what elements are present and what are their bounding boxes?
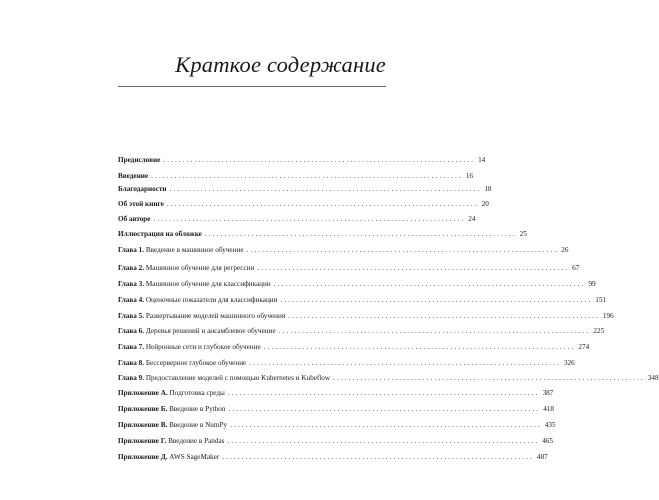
- toc-entry: [118, 154, 486, 166]
- toc-entry-title: Деревья решений и ансамблевое обучение: [145, 327, 276, 335]
- dot-leader: ................................................................................: [230, 421, 542, 429]
- toc-entry-page-number: 487: [536, 453, 548, 461]
- toc-entry-title: AWS SageMaker: [169, 453, 220, 461]
- toc-entry-title: Развертывание моделей машинного обучения: [145, 312, 286, 320]
- toc-entry-prefix: Глава 1.: [118, 246, 145, 254]
- toc-entry-prefix: Глава 3.: [118, 280, 145, 288]
- toc-entry-prefix: Глава 2.: [118, 264, 145, 272]
- toc-entry-prefix: Об авторе: [118, 215, 151, 223]
- toc-entry-label: [118, 228, 203, 240]
- dot-leader: ................................................................................: [166, 200, 479, 208]
- dot-leader: ................................................................................: [278, 327, 591, 335]
- toc-entry-label: [118, 403, 226, 415]
- toc-entry-label: [118, 387, 226, 399]
- dot-leader: ................................................................................: [163, 156, 476, 164]
- toc-entry: [118, 435, 553, 447]
- toc-entry-page-number: 25: [519, 230, 527, 238]
- toc-entry: [118, 403, 554, 415]
- toc-entry-label: [118, 310, 286, 322]
- toc-entry-page-number: 225: [593, 327, 605, 335]
- toc-entry-label: [118, 170, 149, 182]
- dot-leader: ................................................................................: [333, 374, 645, 382]
- toc-entry-label: [118, 294, 279, 306]
- toc-entry-prefix: Глава 6.: [118, 327, 145, 335]
- toc-entry-title: Введение в NumPy: [169, 421, 228, 429]
- toc-entry: [118, 228, 527, 240]
- dot-leader: ................................................................................: [227, 389, 540, 397]
- toc-entry: [118, 183, 492, 195]
- toc-entry-label: [118, 244, 245, 256]
- toc-entry-prefix: Глава 7.: [118, 343, 145, 351]
- toc-entry: [118, 372, 659, 384]
- toc-entry-label: [118, 451, 220, 463]
- toc-entry-page-number: 20: [481, 200, 489, 208]
- toc-entry: [118, 357, 575, 369]
- toc-entry-label: [118, 278, 272, 290]
- toc-entry-title: Машинное обучение для регрессии: [145, 264, 255, 272]
- toc-entry-page-number: 387: [542, 389, 554, 397]
- toc-entry-title: Предоставление моделей с помощью Kubernetes и Kubeflow: [145, 374, 331, 382]
- toc-entry: [118, 244, 569, 256]
- toc-entry-prefix: Предисловие: [118, 156, 161, 164]
- toc-entry-prefix: Глава 5.: [118, 312, 145, 320]
- toc-entry-page-number: 14: [478, 156, 486, 164]
- dot-leader: ................................................................................: [204, 230, 517, 238]
- toc-entry-title: Подготовка среды: [169, 389, 225, 397]
- toc-entry-prefix: Глава 8.: [118, 359, 145, 367]
- toc-entry-page-number: 196: [602, 312, 614, 320]
- toc-entry-page-number: 67: [572, 264, 580, 272]
- toc-entry: [118, 451, 548, 463]
- toc-entry-label: [118, 154, 161, 166]
- toc-entry-label: [118, 357, 247, 369]
- toc-entry-page-number: 16: [465, 172, 474, 180]
- toc-entry-prefix: Приложение Г.: [118, 437, 167, 445]
- toc-entry-page-number: 326: [563, 359, 575, 367]
- toc-entry-label: [118, 198, 165, 210]
- toc-entry-label: [118, 372, 331, 384]
- toc-entry: [118, 262, 580, 274]
- toc-entry-prefix: Об этой книге: [118, 200, 164, 208]
- toc-entry-title: Введение в машинное обучение: [145, 246, 244, 254]
- dot-leader: ................................................................................: [169, 185, 482, 193]
- toc-entry-prefix: Приложение Б.: [118, 405, 168, 413]
- toc-entry-page-number: 26: [561, 246, 569, 254]
- toc-entry: [118, 294, 607, 306]
- dot-leader: ................................................................................: [153, 215, 466, 223]
- page-title: Краткое содержание: [175, 52, 386, 77]
- toc-entry-prefix: Благодарности: [118, 185, 167, 193]
- toc-entry-label: [118, 435, 225, 447]
- toc-entry-page-number: 418: [543, 405, 554, 413]
- toc-entry-title: Введение в Pandas: [168, 437, 225, 445]
- toc-entry: [118, 278, 596, 290]
- dot-leader: ................................................................................: [222, 453, 534, 461]
- toc-entry: [118, 387, 554, 399]
- toc-entry-label: [118, 213, 152, 225]
- toc-entry-prefix: Приложение Д.: [118, 453, 168, 461]
- toc-entry: [118, 310, 614, 322]
- toc-entry: [118, 419, 556, 431]
- toc-entry-prefix: Приложение В.: [118, 421, 168, 429]
- toc-entry: [118, 341, 590, 353]
- toc-entry-prefix: Приложение А.: [118, 389, 168, 397]
- page-header: [118, 52, 386, 87]
- dot-leader: ................................................................................: [273, 280, 586, 288]
- toc-entry-page-number: 24: [468, 215, 476, 223]
- toc-entry-prefix: Глава 4.: [118, 296, 145, 304]
- toc-entry-page-number: 99: [588, 280, 596, 288]
- toc-entry-page-number: 348: [647, 374, 659, 382]
- dot-leader: ................................................................................: [151, 172, 463, 180]
- toc-entry-label: [118, 419, 228, 431]
- toc-entry: [118, 170, 474, 182]
- dot-leader: ................................................................................: [228, 405, 541, 413]
- toc-entry-prefix: Иллюстрация на обложке: [118, 230, 202, 238]
- toc-entry: [118, 325, 605, 337]
- dot-leader: ................................................................................: [257, 264, 570, 272]
- dot-leader: ................................................................................: [280, 296, 593, 304]
- toc-entry-title: Бессерверное глубокое обучение: [145, 359, 247, 367]
- toc-entry-page-number: 435: [544, 421, 556, 429]
- title-underline: [118, 86, 386, 87]
- toc-entry-title: Введение в Python: [169, 405, 226, 413]
- toc-entry-label: [118, 325, 277, 337]
- toc-entry: [118, 213, 476, 225]
- toc-entry-title: Оценочные показатели для классификации: [145, 296, 278, 304]
- toc-entry: [118, 198, 489, 210]
- dot-leader: ................................................................................: [263, 343, 576, 351]
- dot-leader: ................................................................................: [227, 437, 540, 445]
- toc-entry-prefix: Введение: [118, 172, 149, 180]
- toc-entry-page-number: 465: [542, 437, 553, 445]
- toc-entry-label: [118, 341, 262, 353]
- toc-entry-page-number: 18: [484, 185, 492, 193]
- toc-entry-title: Нейронные сети и глубокое обучение: [145, 343, 261, 351]
- dot-leader: ................................................................................: [249, 359, 561, 367]
- toc-entry-page-number: 274: [578, 343, 590, 351]
- toc-entry-label: [118, 262, 255, 274]
- dot-leader: ................................................................................: [288, 312, 600, 320]
- toc-entry-label: [118, 183, 168, 195]
- toc-entry-page-number: 151: [595, 296, 607, 304]
- dot-leader: ................................................................................: [246, 246, 559, 254]
- toc-entry-title: Машинное обучение для классификации: [145, 280, 271, 288]
- toc-entry-prefix: Глава 9.: [118, 374, 145, 382]
